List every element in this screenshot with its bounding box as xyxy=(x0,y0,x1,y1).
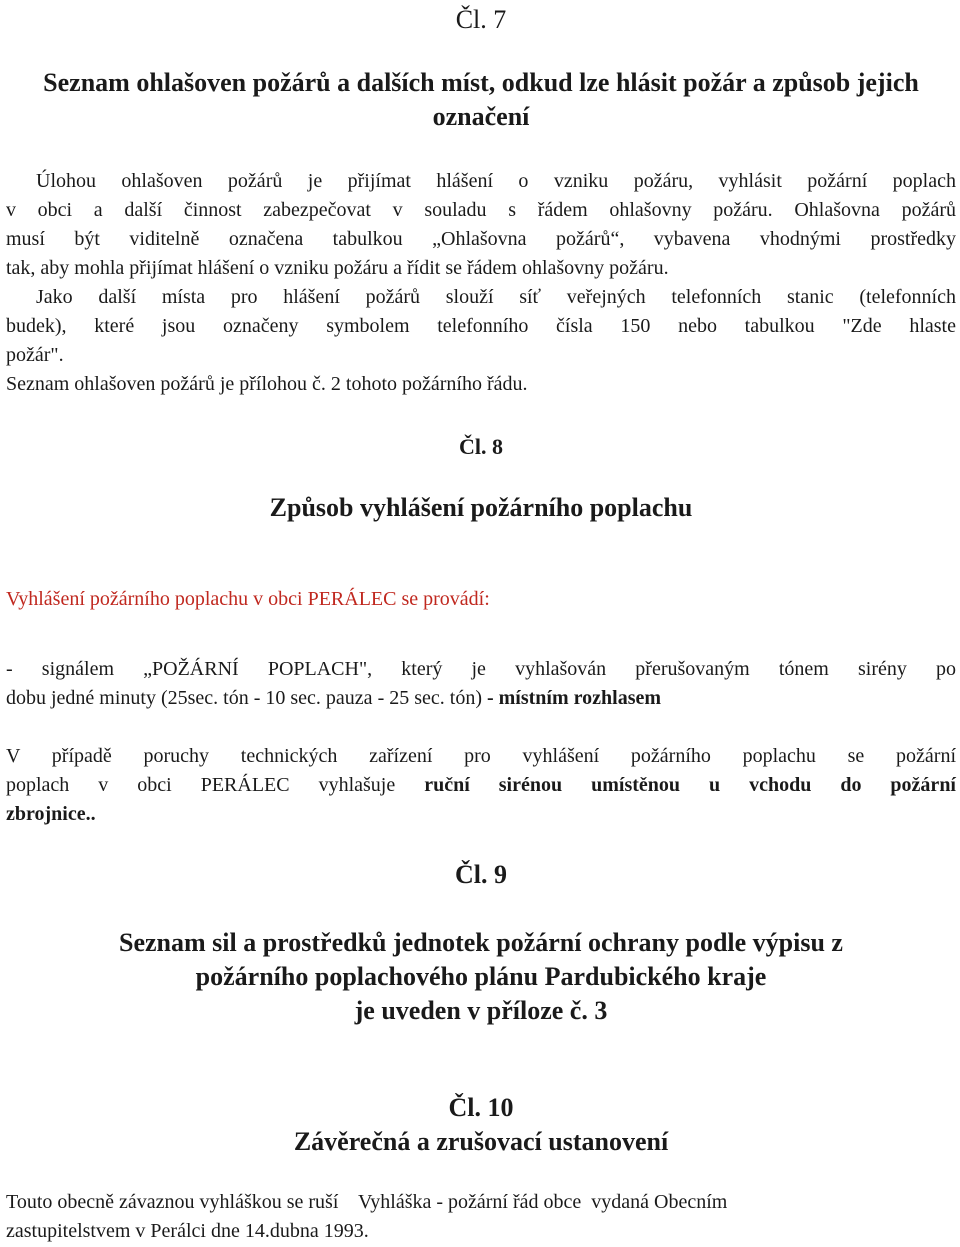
article-7-label: Čl. 7 xyxy=(455,5,507,34)
article-10-title: Závěrečná a zrušovací ustanovení xyxy=(293,1127,669,1156)
article-8-paragraph-2 xyxy=(6,742,956,829)
paragraph-text: dobu jedné minuty (25sec. tón - 10 sec. pauza - 25 sec. tón) xyxy=(6,687,482,709)
paragraph-line: Úlohou ohlašoven požárů je přijímat hlášení o vzniku požáru, vyhlásit požární poplach xyxy=(36,170,956,192)
paragraph-emphasis: ruční sirénou umístěnou u vchodu do požární xyxy=(424,774,956,796)
article-9-title-line: Seznam sil a prostředků jednotek požární ochrany podle výpisu z xyxy=(119,928,843,957)
article-9-label: Čl. 9 xyxy=(455,860,507,889)
article-8-title: Způsob vyhlášení požárního poplachu xyxy=(269,493,693,522)
article-10-label: Čl. 10 xyxy=(448,1093,514,1122)
article-9-title-line: je uveden v příloze č. 3 xyxy=(354,996,608,1025)
article-7-paragraph-1 xyxy=(6,167,956,283)
paragraph-line: zastupitelstvem v Perálci dne 14.dubna 1993. xyxy=(6,1220,369,1242)
article-8-paragraph-1 xyxy=(6,655,956,713)
paragraph-line: požár". xyxy=(6,344,64,366)
article-9-title-line: požárního poplachového plánu Pardubického kraje xyxy=(195,962,767,991)
paragraph-line: musí být viditelně označena tabulkou „Ohlašovna požárů“, vybavena vhodnými prostředky xyxy=(6,228,956,250)
article-8-announcement-line: Vyhlášení požárního poplachu v obci PERÁLEC se provádí: xyxy=(6,588,490,610)
paragraph-line: V případě poruchy technických zařízení pro vyhlášení požárního poplachu se požární xyxy=(6,745,956,767)
article-8-label: Čl. 8 xyxy=(459,434,503,459)
paragraph-line: - signálem „POŽÁRNÍ POPLACH", který je vyhlašován přerušovaným tónem sirény po xyxy=(6,658,956,680)
paragraph-text: poplach v obci xyxy=(6,774,172,796)
paragraph-line: Seznam ohlašoven požárů je přílohou č. 2 tohoto požárního řádu. xyxy=(6,373,528,395)
article-7-paragraph-2 xyxy=(6,283,956,399)
article-7-title xyxy=(6,66,956,134)
article-7-title-line: Seznam ohlašoven požárů a dalších míst, odkud lze hlásit požár a způsob jejich xyxy=(43,68,919,97)
article-7-title-line: označení xyxy=(432,102,530,131)
paragraph-text: PERÁLEC xyxy=(200,774,290,796)
paragraph-emphasis: - místním rozhlasem xyxy=(481,687,662,709)
article-10-paragraph-1 xyxy=(6,1188,956,1246)
paragraph-line: tak, aby mohla přijímat hlášení o vzniku požáru a řídit se řádem ohlašovny požáru. xyxy=(6,257,669,279)
paragraph-line: zbrojnice.. xyxy=(6,803,96,825)
paragraph-text: vyhlašuje xyxy=(318,774,396,796)
article-9-title xyxy=(6,926,956,1028)
paragraph-line xyxy=(6,684,956,713)
paragraph-line: v obci a další činnost zabezpečovat v souladu s řádem ohlašovny požáru. Ohlašovna požárů xyxy=(6,199,956,221)
paragraph-line: Jako další místa pro hlášení požárů slouží síť veřejných telefonních stanic (telefonních xyxy=(36,286,956,308)
paragraph-line: Touto obecně závaznou vyhláškou se ruší Vyhláška - požární řád obce vydaná Obecním xyxy=(6,1191,728,1213)
paragraph-line xyxy=(6,771,956,800)
paragraph-line: budek), které jsou označeny symbolem telefonního čísla 150 nebo tabulkou "Zde hlaste xyxy=(6,315,956,337)
